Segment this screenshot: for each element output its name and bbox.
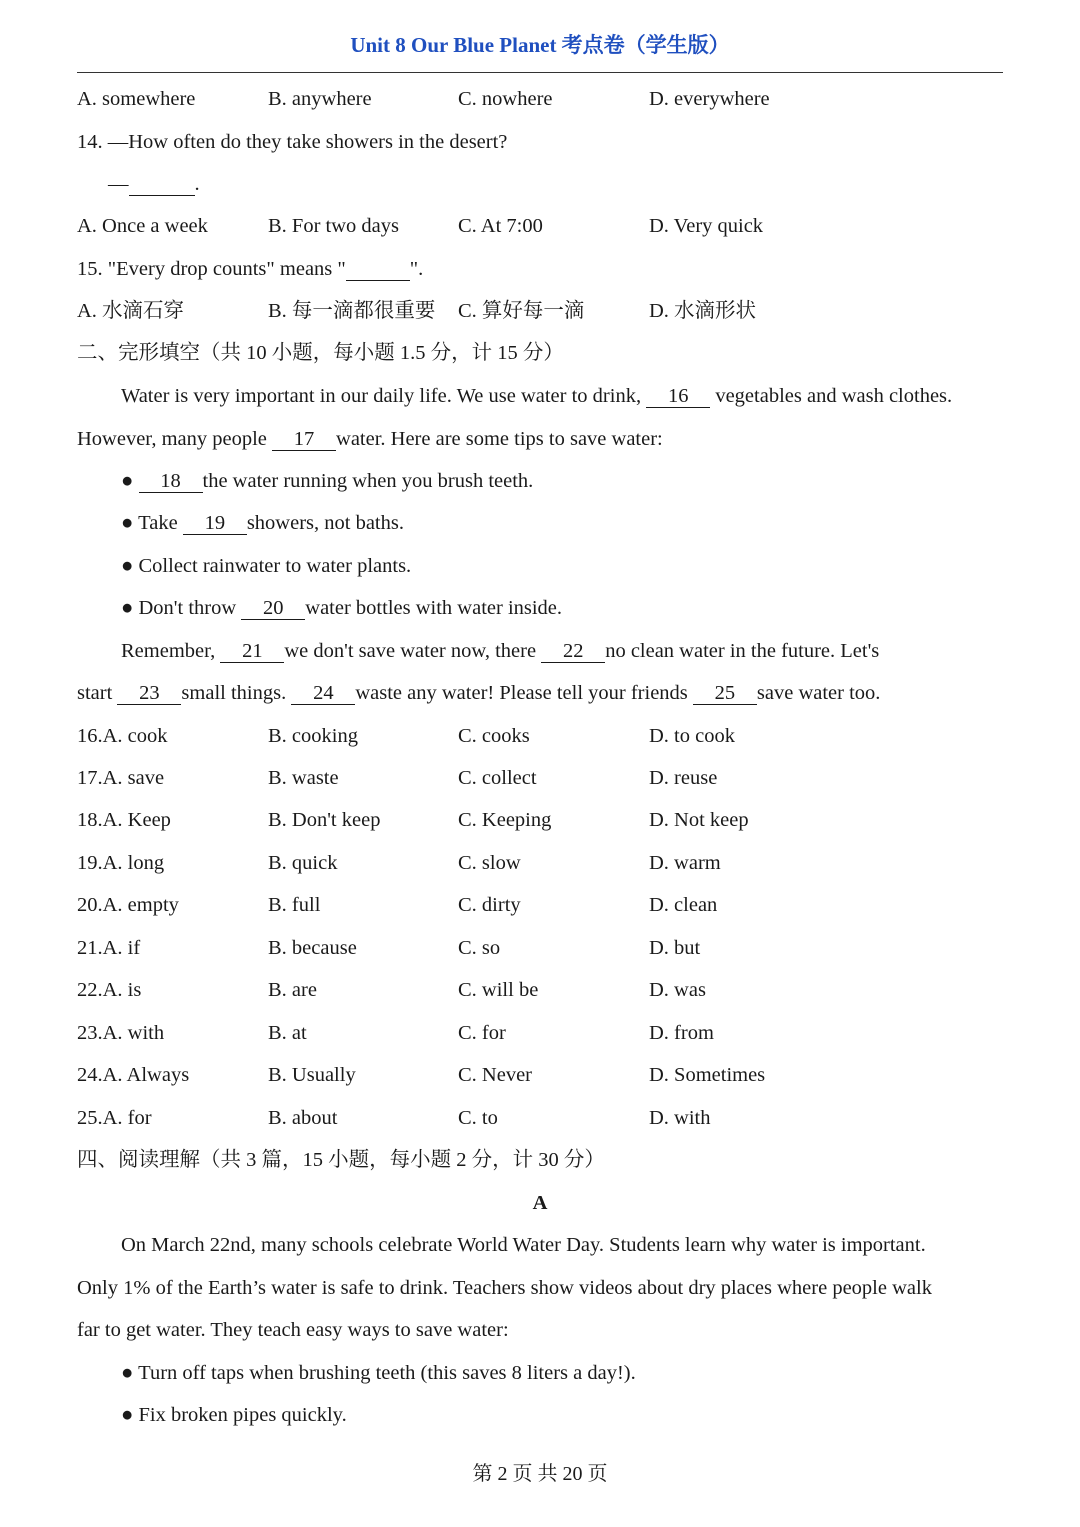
q19-option-c: C. slow (458, 852, 521, 874)
cloze-text: Remember, (121, 640, 221, 662)
section4-heading: 四、阅读理解（共 3 篇，15 小题，每小题 2 分，计 30 分） (77, 1149, 605, 1171)
cloze-text: However, many people (77, 428, 273, 450)
q22-option-a: 22.A. is (77, 979, 142, 1001)
cloze-blank-17: 17 (272, 428, 336, 451)
cloze-text: we don't save water now, there (284, 640, 542, 662)
q13-option-d: D. everywhere (649, 88, 770, 110)
cloze-blank-24: 24 (291, 682, 355, 705)
q15-stem-after: ". (409, 258, 424, 280)
q13-option-a: A. somewhere (77, 88, 196, 110)
cloze-text: vegetables and wash clothes. (710, 385, 953, 407)
cloze-text: the water running when you brush teeth. (202, 470, 534, 492)
cloze-blank-21: 21 (220, 640, 284, 663)
q18-option-b: B. Don't keep (268, 809, 381, 831)
q16-option-a: 16.A. cook (77, 725, 168, 747)
cloze-text: waste any water! Please tell your friends (355, 682, 693, 704)
q18-option-c: C. Keeping (458, 809, 552, 831)
q18-option-d: D. Not keep (649, 809, 749, 831)
q21-option-c: C. so (458, 937, 501, 959)
q15-option-b: B. 每一滴都很重要 (268, 300, 436, 322)
q14-option-c: C. At 7:00 (458, 215, 543, 237)
cloze-tip-1 (121, 467, 533, 495)
cloze-paragraph2-line2 (77, 679, 880, 707)
q17-option-d: D. reuse (649, 767, 718, 789)
q17-option-b: B. waste (268, 767, 339, 789)
q15-option-d: D. 水滴形状 (649, 300, 757, 322)
q14-answer-blank (129, 173, 195, 196)
q15-stem-before: 15. "Every drop counts" means " (77, 258, 346, 280)
q15-answer-blank (346, 258, 410, 281)
q16-option-b: B. cooking (268, 725, 358, 747)
page-header-title: Unit 8 Our Blue Planet 考点卷（学生版） (350, 33, 730, 57)
header-divider (77, 72, 1003, 73)
cloze-text: Water is very important in our daily life. We use water to drink, (121, 385, 647, 407)
passage-line-1: On March 22nd, many schools celebrate World Water Day. Students learn why water is important. (121, 1234, 926, 1256)
cloze-tip-2 (121, 509, 404, 537)
q21-option-b: B. because (268, 937, 357, 959)
q23-option-c: C. for (458, 1022, 506, 1044)
q25-option-b: B. about (268, 1107, 338, 1129)
q14-option-b: B. For two days (268, 215, 399, 237)
cloze-text: start (77, 682, 118, 704)
passage-label: A (532, 1192, 548, 1214)
cloze-paragraph1-line1 (121, 382, 952, 410)
bullet-marker: ● (121, 470, 139, 492)
q23-option-a: 23.A. with (77, 1022, 165, 1044)
q14-answer-dash: — (108, 173, 129, 195)
q20-option-b: B. full (268, 894, 321, 916)
cloze-blank-22: 22 (541, 640, 605, 663)
cloze-blank-19: 19 (183, 512, 247, 535)
passage-line-3: far to get water. They teach easy ways to save water: (77, 1319, 509, 1341)
q24-option-d: D. Sometimes (649, 1064, 766, 1086)
q23-option-d: D. from (649, 1022, 714, 1044)
q13-option-c: C. nowhere (458, 88, 553, 110)
page-number-footer: 第 2 页 共 20 页 (472, 1463, 608, 1485)
cloze-blank-16: 16 (646, 385, 710, 408)
cloze-paragraph2-line1 (121, 637, 879, 665)
q14-answer-line (108, 170, 200, 198)
q14-option-d: D. Very quick (649, 215, 764, 237)
q16-option-d: D. to cook (649, 725, 735, 747)
q24-option-a: 24.A. Always (77, 1064, 190, 1086)
q24-option-b: B. Usually (268, 1064, 356, 1086)
passage-bullet-2: ● Fix broken pipes quickly. (121, 1404, 347, 1426)
q22-option-c: C. will be (458, 979, 539, 1001)
cloze-text: ● Take (121, 512, 183, 534)
passage-line-2: Only 1% of the Earth’s water is safe to drink. Teachers show videos about dry places where people walk (77, 1277, 932, 1299)
q14-answer-period: . (194, 173, 200, 195)
section2-heading: 二、完形填空（共 10 小题，每小题 1.5 分，计 15 分） (77, 342, 564, 364)
q22-option-b: B. are (268, 979, 317, 1001)
q19-option-b: B. quick (268, 852, 338, 874)
q19-option-d: D. warm (649, 852, 721, 874)
cloze-blank-25: 25 (693, 682, 757, 705)
q19-option-a: 19.A. long (77, 852, 165, 874)
cloze-paragraph1-line2 (77, 425, 663, 453)
q23-option-b: B. at (268, 1022, 307, 1044)
cloze-text: water bottles with water inside. (305, 597, 563, 619)
q15-stem (77, 255, 423, 283)
q21-option-a: 21.A. if (77, 937, 141, 959)
cloze-text: save water too. (756, 682, 881, 704)
cloze-blank-23: 23 (117, 682, 181, 705)
q20-option-d: D. clean (649, 894, 718, 916)
q21-option-d: D. but (649, 937, 701, 959)
q25-option-a: 25.A. for (77, 1107, 152, 1129)
q13-option-b: B. anywhere (268, 88, 372, 110)
q20-option-c: C. dirty (458, 894, 521, 916)
q24-option-c: C. Never (458, 1064, 533, 1086)
q20-option-a: 20.A. empty (77, 894, 179, 916)
cloze-text: water. Here are some tips to save water: (336, 428, 663, 450)
cloze-text: showers, not baths. (246, 512, 404, 534)
cloze-blank-20: 20 (241, 597, 305, 620)
q14-option-a: A. Once a week (77, 215, 208, 237)
q22-option-d: D. was (649, 979, 706, 1001)
q18-option-a: 18.A. Keep (77, 809, 171, 831)
cloze-tip-4 (121, 594, 562, 622)
cloze-text: small things. (181, 682, 292, 704)
q14-stem: 14. —How often do they take showers in the desert? (77, 131, 508, 153)
q17-option-c: C. collect (458, 767, 537, 789)
cloze-text: no clean water in the future. Let's (605, 640, 880, 662)
q16-option-c: C. cooks (458, 725, 530, 747)
q25-option-c: C. to (458, 1107, 498, 1129)
q15-option-a: A. 水滴石穿 (77, 300, 185, 322)
passage-bullet-1: ● Turn off taps when brushing teeth (this saves 8 liters a day!). (121, 1362, 636, 1384)
cloze-blank-18: 18 (139, 470, 203, 493)
q25-option-d: D. with (649, 1107, 711, 1129)
cloze-text: ● Don't throw (121, 597, 242, 619)
q17-option-a: 17.A. save (77, 767, 165, 789)
cloze-tip-3: ● Collect rainwater to water plants. (121, 555, 412, 577)
q15-option-c: C. 算好每一滴 (458, 300, 585, 322)
